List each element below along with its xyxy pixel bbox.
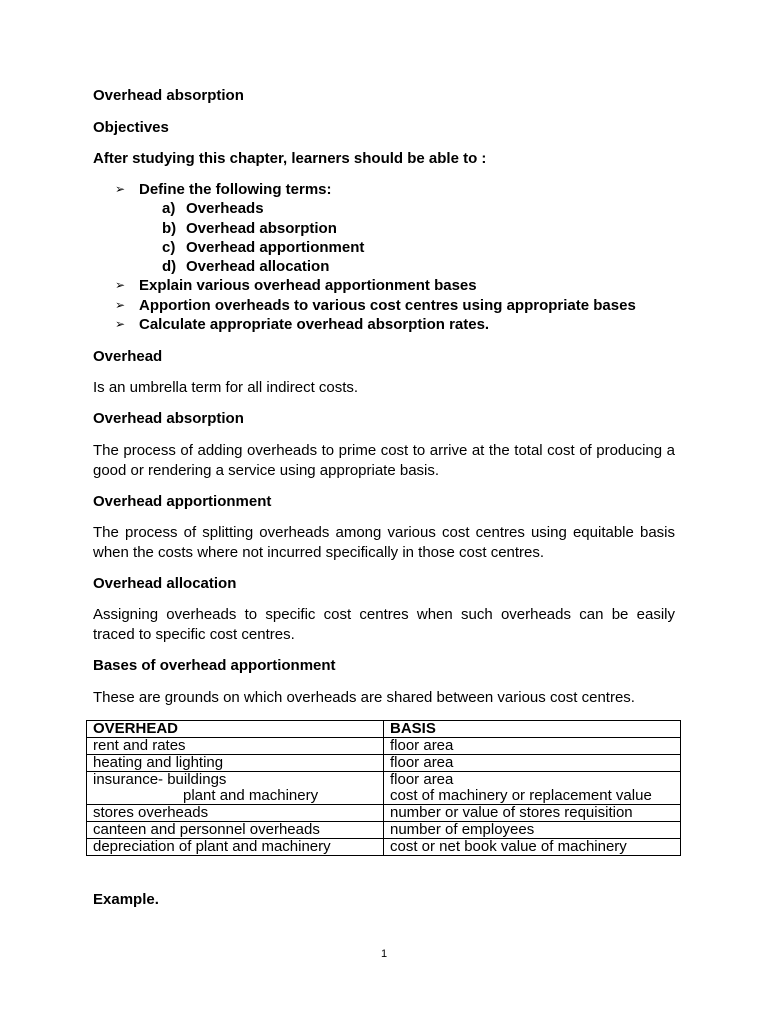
- table-cell: floor area: [384, 755, 681, 772]
- table-row: [87, 755, 681, 772]
- table-cell: [87, 772, 384, 805]
- table-cell: number of employees: [384, 822, 681, 839]
- table-cell: stores overheads: [87, 805, 384, 822]
- sub-item-text: Overheads: [186, 200, 264, 217]
- sub-item: [162, 238, 364, 258]
- bullet-text: Explain various overhead apportionment bases: [139, 277, 477, 294]
- apportionment-bases-table: [86, 720, 681, 856]
- bullet-text: Define the following terms:: [139, 181, 332, 198]
- table-row: [87, 805, 681, 822]
- sub-item: [162, 219, 337, 239]
- section-heading: Overhead: [93, 348, 163, 365]
- objectives-intro: After studying this chapter, learners should be able to :: [93, 150, 487, 167]
- table-cell: floor area: [384, 738, 681, 755]
- table-row: [87, 772, 681, 805]
- arrowhead-bullet-icon: ➢: [115, 278, 126, 292]
- section-heading: Overhead apportionment: [93, 493, 272, 510]
- table-cell: rent and rates: [87, 738, 384, 755]
- sub-item-letter: d): [162, 258, 177, 275]
- sub-item-text: Overhead apportionment: [186, 239, 365, 256]
- doc-title: Overhead absorption: [93, 87, 244, 104]
- table-cell: canteen and personnel overheads: [87, 822, 384, 839]
- table-cell-line: insurance- buildings: [93, 771, 227, 788]
- section-body: These are grounds on which overheads are shared between various cost centres.: [93, 689, 635, 706]
- sub-item-letter: c): [162, 239, 176, 256]
- table-row: [87, 839, 681, 856]
- section-body: The process of adding overheads to prime cost to arrive at the total cost of producing a good or rendering a service using appropriate basis.: [93, 442, 675, 479]
- section-heading: Bases of overhead apportionment: [93, 657, 336, 674]
- section-body: Is an umbrella term for all indirect costs.: [93, 379, 359, 396]
- table-row: [87, 822, 681, 839]
- table-cell: number or value of stores requisition: [384, 805, 681, 822]
- sub-item-text: Overhead allocation: [186, 258, 330, 275]
- section-body: The process of splitting overheads among various cost centres using equitable basis when the costs where not incurred specifically in those cost centres.: [93, 524, 675, 561]
- table-cell-line: plant and machinery: [183, 787, 319, 804]
- objectives-heading: Objectives: [93, 119, 169, 136]
- bullet-text: Apportion overheads to various cost centres using appropriate bases: [139, 297, 636, 314]
- bullet-text: Calculate appropriate overhead absorption rates.: [139, 316, 490, 333]
- sub-item: [162, 257, 329, 277]
- arrowhead-bullet-icon: ➢: [115, 182, 126, 196]
- page-number: 1: [380, 948, 388, 960]
- table-cell: heating and lighting: [87, 755, 384, 772]
- table-header-cell: BASIS: [384, 721, 681, 738]
- sub-item-letter: b): [162, 220, 177, 237]
- section-body: Assigning overheads to specific cost centres when such overheads can be easily traced to specific cost centres.: [93, 606, 675, 643]
- table-cell: depreciation of plant and machinery: [87, 839, 384, 856]
- sub-item-letter: a): [162, 200, 176, 217]
- sub-item-text: Overhead absorption: [186, 220, 337, 237]
- example-heading: Example.: [93, 891, 159, 908]
- table-cell: [384, 772, 681, 805]
- arrowhead-bullet-icon: ➢: [115, 317, 126, 331]
- table-cell: cost or net book value of machinery: [384, 839, 681, 856]
- table-cell-line: floor area: [390, 771, 454, 788]
- table-row: [87, 738, 681, 755]
- arrowhead-bullet-icon: ➢: [115, 298, 126, 312]
- sub-item: [162, 199, 264, 219]
- table-header-cell: OVERHEAD: [87, 721, 384, 738]
- table-header-row: [87, 721, 681, 738]
- section-heading: Overhead allocation: [93, 575, 237, 592]
- section-heading: Overhead absorption: [93, 410, 244, 427]
- table-cell-line: cost of machinery or replacement value: [390, 787, 652, 804]
